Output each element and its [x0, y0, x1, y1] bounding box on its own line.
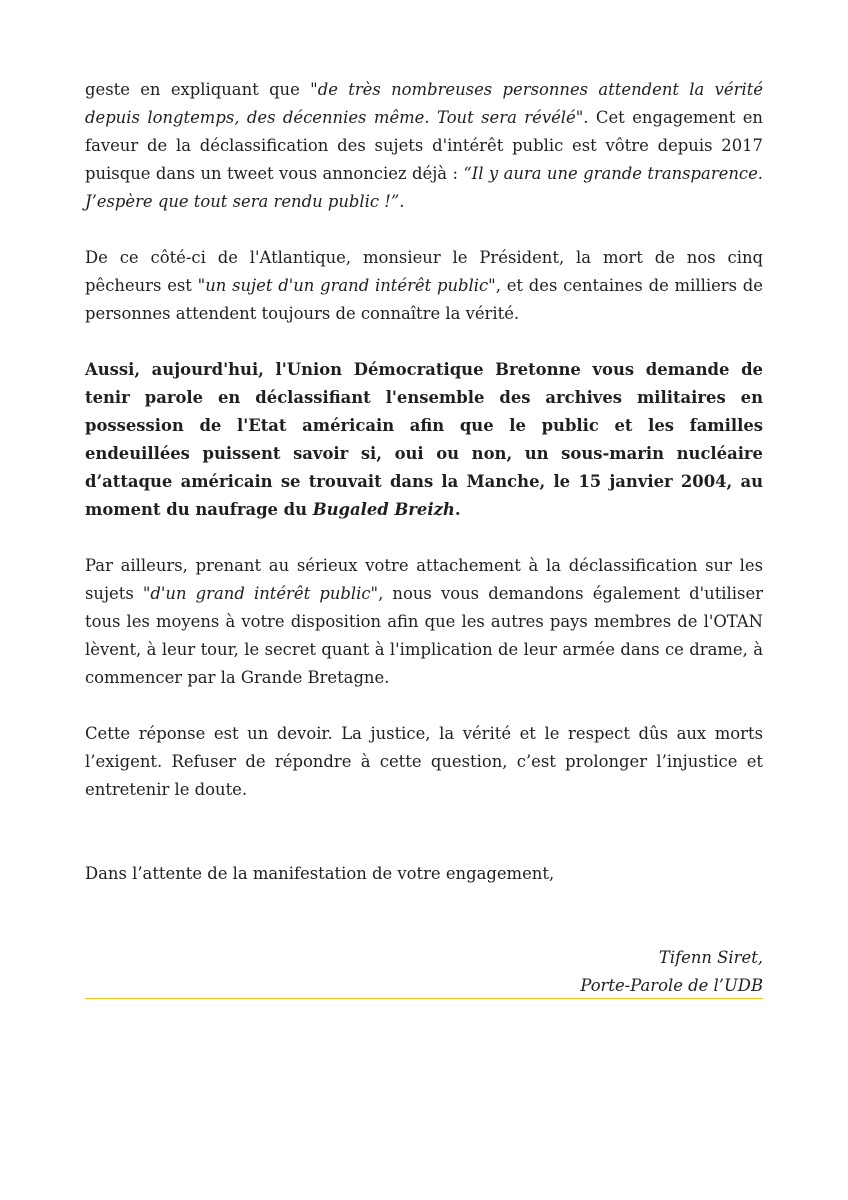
paragraph-otan — [85, 552, 763, 692]
p2-text-a: De ce côté-ci de l'Atlantique, monsieur le Président, la mort de nos cinq pêcheurs est — [85, 248, 763, 295]
paragraph-duty: Cette réponse est un devoir. La justice, la vérité et le respect dûs aux morts l’exigent. Refuser de répondre à cette question, c’est prolonger l’injustice et entretenir le doute. — [85, 724, 763, 799]
p3-ship-name: Bugaled Breizh — [312, 500, 455, 519]
p2-text-c: , et des centaines de milliers de personnes attendent toujours de connaître la vérité. — [85, 276, 763, 323]
p1-text-c: . Cet engagement en faveur de la déclassification des sujets d'intérêt public est vôtre depuis 2017 puisque dans un tweet vous annonciez déjà : — [85, 108, 763, 183]
p1-quote-revelation: "de très nombreuses personnes attendent la vérité depuis longtemps, des décennies même. Tout sera révélé" — [85, 80, 763, 127]
p4-quote-public-interest: "d'un grand intérêt public" — [142, 584, 379, 603]
signature-block — [85, 944, 763, 1000]
p3-text-a: Aussi, aujourd'hui, l'Union Démocratique Bretonne vous demande de tenir parole en déclassifiant l'ensemble des archives militaires en possession de l'Etat américain afin que le public et les familles endeuillées puissent savoir si, oui ou non, un sous-marin nucléaire d’attaque américain se trouvait dans la Manche, le 15 janvier 2004, au moment du naufrage du — [85, 360, 763, 519]
paragraph-demand — [85, 356, 763, 524]
signature-name: Tifenn Siret, — [658, 948, 763, 967]
p3-text-c: . — [454, 500, 461, 519]
footer-divider — [85, 998, 763, 999]
p4-text-a: Par ailleurs, prenant au sérieux votre attachement à la déclassification sur les sujets — [85, 556, 763, 603]
p4-text-c: , nous vous demandons également d'utiliser tous les moyens à votre disposition afin que les autres pays membres de l'OTAN lèvent, à leur tour, le secret quant à l'implication de leur armée dans ce drame, à commencer par la Grande Bretagne. — [85, 584, 763, 687]
signature-role: Porte-Parole de l’UDB — [580, 976, 763, 995]
p2-quote-public-interest: "un sujet d'un grand intérêt public" — [197, 276, 496, 295]
p1-text-e: . — [399, 192, 405, 211]
paragraph-atlantic — [85, 244, 763, 328]
p1-quote-tweet: “Il y aura une grande transparence. J’espère que tout sera rendu public !” — [85, 164, 764, 211]
closing-line: Dans l’attente de la manifestation de votre engagement, — [85, 864, 555, 883]
p1-text-a: geste en expliquant que — [85, 80, 311, 99]
paragraph-declassification-commitment — [85, 76, 763, 216]
